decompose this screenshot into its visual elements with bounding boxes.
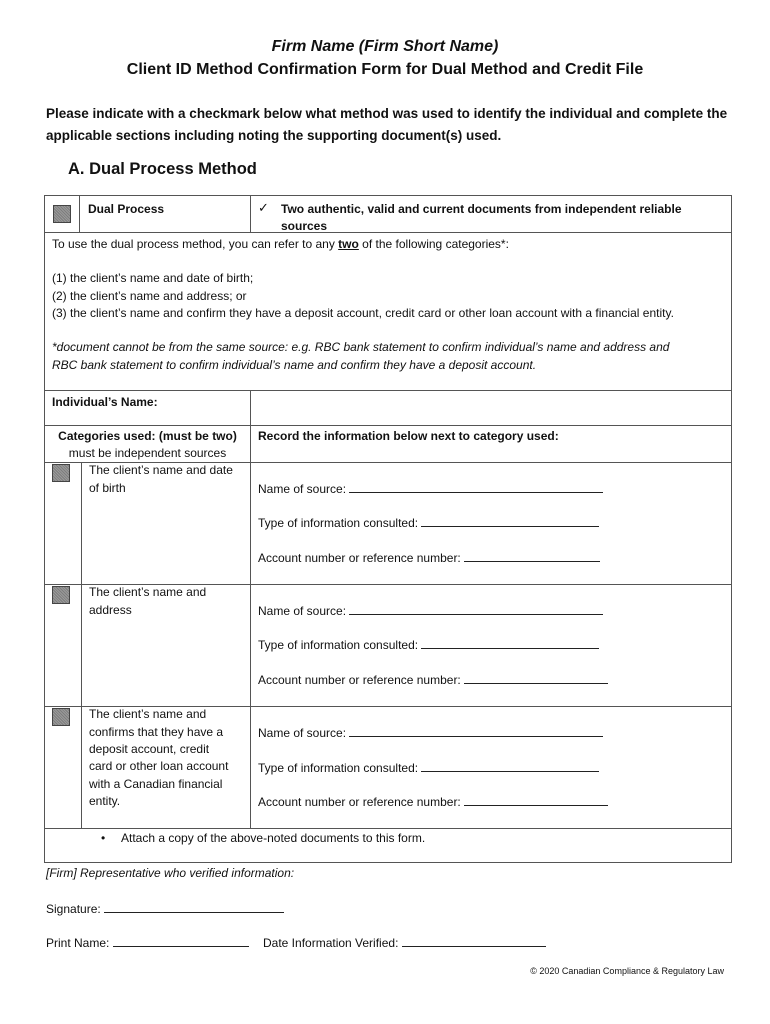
category-1-type-field[interactable]: Type of information consulted: bbox=[258, 514, 599, 533]
category-1-line1: The client’s name and date bbox=[89, 463, 233, 477]
category-3-account-field[interactable]: Account number or reference number: bbox=[258, 793, 608, 812]
category-1-account-field[interactable]: Account number or reference number: bbox=[258, 549, 600, 568]
category-2-source-field[interactable]: Name of source: bbox=[258, 602, 603, 621]
dual-process-form bbox=[44, 195, 732, 863]
categories-header-line1: Categories used: (must be two) bbox=[58, 429, 237, 443]
note-line-1: *document cannot be from the same source: e.g. RBC bank statement to confirm individual’s name and address and bbox=[52, 340, 670, 354]
category-1-source-field[interactable]: Name of source: bbox=[258, 480, 603, 499]
signature-field[interactable]: Signature: bbox=[46, 900, 284, 916]
dual-process-checkbox[interactable] bbox=[53, 205, 71, 223]
category-3-line2: confirms that they have a bbox=[89, 725, 224, 739]
category-item-1: (1) the client’s name and date of birth; bbox=[52, 271, 254, 285]
category-item-2: (2) the client’s name and address; or bbox=[52, 289, 247, 303]
section-heading: A. Dual Process Method bbox=[68, 160, 257, 178]
category-1-checkbox[interactable] bbox=[52, 464, 70, 482]
category-1-line2: of birth bbox=[89, 481, 126, 495]
category-3-line1: The client’s name and bbox=[89, 707, 207, 721]
category-2-line2: address bbox=[89, 603, 132, 617]
col-divider bbox=[81, 462, 82, 828]
intro-line: To use the dual process method, you can refer to any two of the following categories*: bbox=[52, 237, 509, 251]
category-3-line3: deposit account, credit bbox=[89, 742, 210, 756]
category-3-type-field[interactable]: Type of information consulted: bbox=[258, 759, 599, 778]
record-info-header: Record the information below next to category used: bbox=[258, 429, 559, 443]
category-2-checkbox[interactable] bbox=[52, 586, 70, 604]
category-2-account-field[interactable]: Account number or reference number: bbox=[258, 671, 608, 690]
category-3-line6: entity. bbox=[89, 794, 121, 808]
col-divider bbox=[79, 196, 80, 232]
bullet-icon: • bbox=[101, 831, 106, 845]
categories-header-line2: must be independent sources bbox=[68, 446, 227, 460]
category-3-line4: card or other loan account bbox=[89, 759, 229, 773]
checkmark-icon: ✓ bbox=[258, 200, 269, 215]
method-label: Dual Process bbox=[88, 202, 165, 216]
category-3-source-field[interactable]: Name of source: bbox=[258, 724, 603, 743]
row-divider bbox=[45, 232, 731, 233]
copyright-notice: © 2020 Canadian Compliance & Regulatory Law bbox=[530, 966, 724, 976]
row-divider bbox=[45, 828, 731, 829]
category-item-3: (3) the client’s name and confirm they have a deposit account, credit card or other loan account with a financial entity. bbox=[52, 306, 674, 320]
representative-label: [Firm] Representative who verified information: bbox=[46, 866, 295, 880]
row-divider bbox=[45, 425, 731, 426]
note-line-2: RBC bank statement to confirm individual’s name and confirm they have a deposit account. bbox=[52, 358, 537, 372]
method-description-line2: sources bbox=[281, 219, 328, 233]
date-verified-field[interactable]: Date Information Verified: bbox=[263, 934, 546, 950]
firm-name-title: Firm Name (Firm Short Name) bbox=[271, 38, 499, 55]
print-name-field[interactable]: Print Name: bbox=[46, 934, 249, 950]
col-divider bbox=[250, 390, 251, 828]
individual-name-label: Individual’s Name: bbox=[52, 395, 158, 409]
col-divider bbox=[250, 196, 251, 232]
method-description-line1: Two authentic, valid and current documents from independent reliable bbox=[281, 202, 682, 216]
category-3-line5: with a Canadian financial bbox=[89, 777, 223, 791]
instructions-text: Please indicate with a checkmark below what method was used to identify the individual and complete the applicable sections including noting the supporting document(s) used. bbox=[46, 106, 728, 143]
category-3-checkbox[interactable] bbox=[52, 708, 70, 726]
category-2-type-field[interactable]: Type of information consulted: bbox=[258, 636, 599, 655]
form-title: Client ID Method Confirmation Form for Dual Method and Credit File bbox=[126, 61, 644, 78]
attach-note: Attach a copy of the above-noted documents to this form. bbox=[121, 831, 426, 845]
individual-name-field[interactable] bbox=[251, 391, 731, 425]
category-2-line1: The client’s name and bbox=[89, 585, 207, 599]
